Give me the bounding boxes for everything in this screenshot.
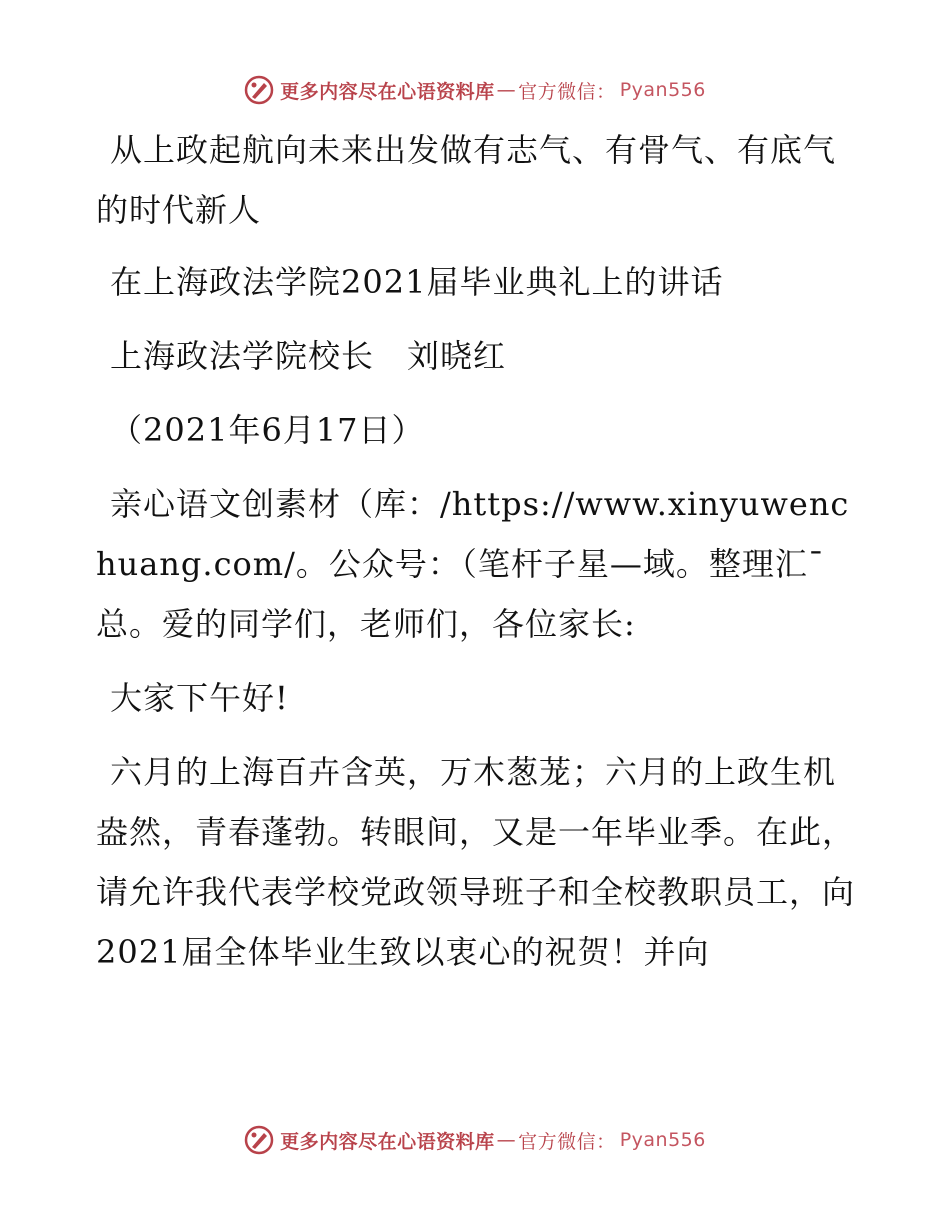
seal-logo-icon xyxy=(244,75,274,105)
document-body xyxy=(96,120,856,996)
document-subtitle: 在上海政法学院2021届毕业典礼上的讲话 xyxy=(110,263,724,301)
banner-account: Pyan556 xyxy=(619,1129,706,1151)
seal-logo-icon xyxy=(244,1125,274,1155)
banner-wechat-label: 官方微信： xyxy=(518,80,616,103)
footer-banner xyxy=(0,1122,950,1158)
main-paragraph: 六月的上海百卉含英，万木葱茏；六月的上政生机盎然，青春蓬勃。转眼间，又是一年毕业季。在此，请允许我代表学校党政领导班子和全校教职员工，向2021届全体毕业生致以衷心的祝贺！并向 xyxy=(96,753,856,971)
banner-account: Pyan556 xyxy=(619,79,706,101)
document-author: 上海政法学院校长 刘晓红 xyxy=(110,337,507,375)
greeting-paragraph: 大家下午好! xyxy=(110,679,289,717)
document-date: （2021年6月17日） xyxy=(110,411,425,449)
banner-brand: 更多内容尽在心语资料库 xyxy=(280,80,495,103)
header-banner xyxy=(0,72,950,108)
banner-brand: 更多内容尽在心语资料库 xyxy=(280,1130,495,1153)
banner-wechat-label: 官方微信： xyxy=(518,1130,616,1153)
source-paragraph: 亲心语文创素材（库：/https://www.xinyuwenchuang.com/。公众号：（笔杆子星—域。整理汇¯总。爱的同学们，老师们，各位家长: xyxy=(96,485,850,643)
banner-dash: — xyxy=(496,79,517,101)
document-title: 从上政起航向未来出发做有志气、有骨气、有底气的时代新人 xyxy=(96,131,837,229)
banner-dash: — xyxy=(496,1129,517,1151)
